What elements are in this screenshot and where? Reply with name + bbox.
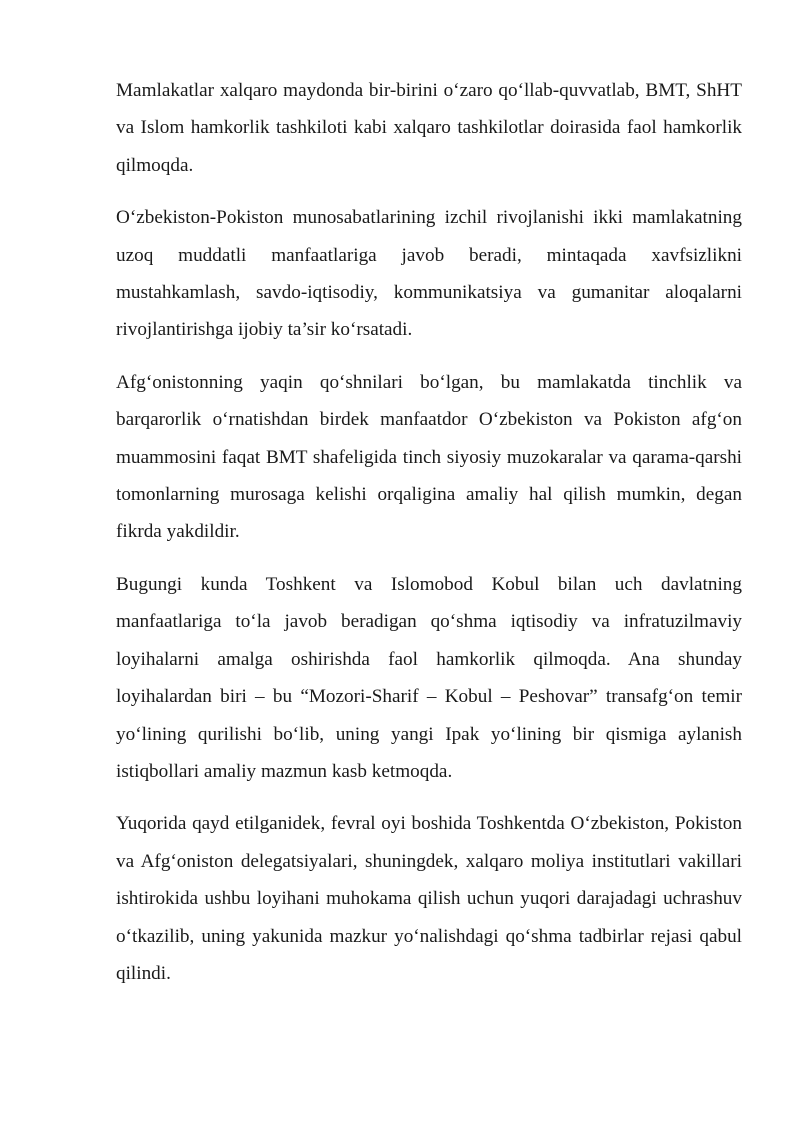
paragraph-3: Afg‘onistonning yaqin qo‘shnilari bo‘lgan, bu mamlakatda tinchlik va barqarorlik o‘rnatishdan birdek manfaatdor O‘zbekiston va Pokiston afg‘on muammosini faqat BMT shafeligida tinch siyosiy muzokaralar va qarama-qarshi tomonlarning murosaga kelishi orqaligina amaliy hal qilish mumkin, degan fikrda yakdildir. — [116, 371, 742, 543]
paragraph-1: Mamlakatlar xalqaro maydonda bir-birini o‘zaro qo‘llab-quvvatlab, BMT, ShHT va Islom hamkorlik tashkiloti kabi xalqaro tashkilotlar doirasida faol hamkorlik qilmoqda. — [116, 80, 742, 176]
paragraph-2: O‘zbekiston-Pokiston munosabatlarining izchil rivojlanishi ikki mamlakatning uzoq muddatli manfaatlariga javob beradi, mintaqada xavfsizlikni mustahkamlash, savdo-iqtisodiy, kommunikatsiya va gumanitar aloqalarni rivojlantirishga ijobiy ta’sir ko‘rsatadi. — [116, 207, 742, 341]
document-page — [116, 72, 742, 1007]
paragraph-5: Yuqorida qayd etilganidek, fevral oyi boshida Toshkentda O‘zbekiston, Pokiston va Afg‘oniston delegatsiyalari, shuningdek, xalqaro moliya institutlari vakillari ishtirokida ushbu loyihani muhokama qilish uchun yuqori darajadagi uchrashuv o‘tkazilib, uning yakunida mazkur yo‘nalishdagi qo‘shma tadbirlar rejasi qabul qilindi. — [116, 813, 742, 984]
paragraph-4: Bugungi kunda Toshkent va Islomobod Kobul bilan uch davlatning manfaatlariga to‘la javob beradigan qo‘shma iqtisodiy va infratuzilmaviy loyihalarni amalga oshirishda faol hamkorlik qilmoqda. Ana shunday loyihalardan biri – bu “Mozori-Sharif – Kobul – Peshovar” transafg‘on temir yo‘lining qurilishi bo‘lib, uning yangi Ipak yo‘lining bir qismiga aylanish istiqbollari amaliy mazmun kasb ketmoqda. — [116, 573, 742, 782]
